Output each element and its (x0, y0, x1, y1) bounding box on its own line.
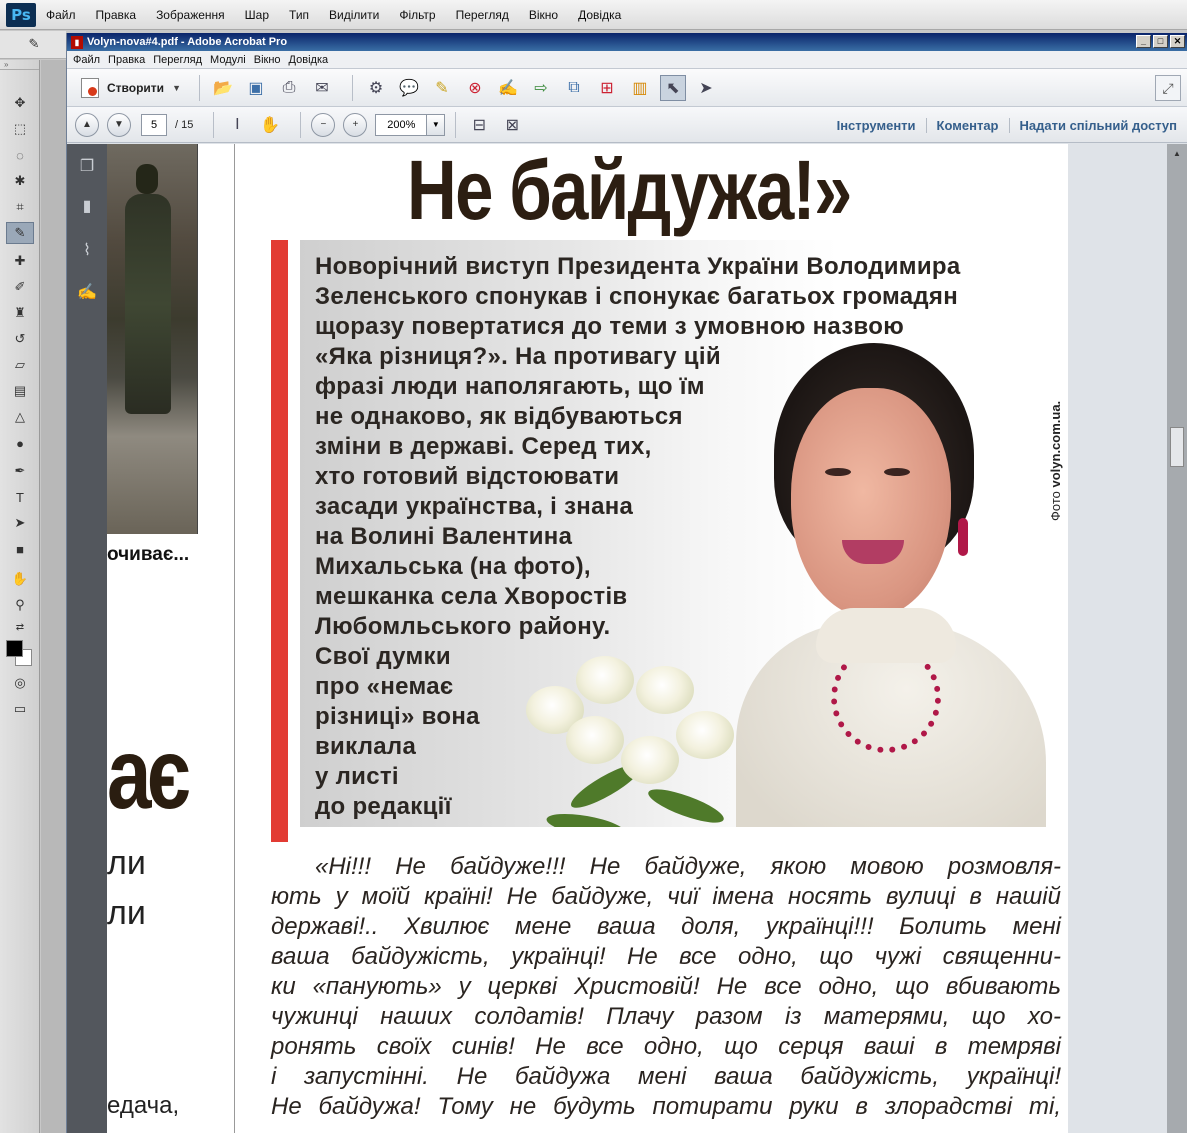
lead-line: Зеленського спонукав і спонукає багатьох громадян (315, 283, 959, 310)
toolbar-separator (199, 75, 200, 101)
comment-bubble-icon[interactable]: 💬 (399, 79, 419, 97)
lead-line: на Волині Валентина (315, 523, 573, 550)
lead-box (300, 240, 1068, 827)
move-tool-icon[interactable]: ✥ (14, 95, 26, 110)
article-body (271, 852, 1061, 1122)
body-line: ки «панують» у церкві Христовій! Не все одно, що вбивають (271, 973, 1061, 1000)
zoom-out-button[interactable]: − (311, 113, 335, 137)
healing-brush-tool-icon[interactable]: ✚ (14, 253, 26, 268)
acrobat-title-bar (67, 33, 1187, 51)
pdf-document-page (107, 144, 1068, 1133)
zoom-level-input[interactable]: 200% (375, 114, 427, 136)
scrollbar-thumb[interactable] (1170, 427, 1184, 467)
export-icon[interactable]: ⇨ (534, 79, 548, 97)
pointer-icon[interactable]: ➤ (699, 79, 713, 97)
select-tool-icon[interactable]: ⬉ (660, 75, 686, 101)
delete-page-icon[interactable]: ⊗ (468, 79, 482, 97)
body-line: Не байдужа! Тому не будуть потирати руки в злорадстві ті, (271, 1093, 1061, 1120)
ps-menu-select[interactable]: Виділити (329, 7, 380, 22)
edit-page-icon[interactable]: ✍ (498, 79, 518, 97)
create-button[interactable] (77, 75, 189, 101)
email-icon[interactable]: ✉ (315, 79, 329, 97)
lead-line: до редакції (315, 793, 452, 820)
body-line: державі!.. Хвилює мене ваша доля, українці!!! Болить мені (271, 913, 1061, 940)
lead-line: щоразу повертатися до теми з умовною назвою (315, 313, 905, 340)
fit-width-icon[interactable]: ⊠ (505, 116, 520, 134)
photoshop-canvas-gap (41, 60, 66, 1133)
body-line: «Ні!!! Не байдуже!!! Не байдуже, якою мовою розмовля- (315, 853, 1061, 880)
acro-menu-file[interactable]: Файл (73, 53, 101, 66)
lead-line: зміни в державі. Серед тих, (315, 433, 652, 460)
lead-line: засади українства, і знана (315, 493, 634, 520)
magic-wand-tool-icon[interactable]: ✱ (14, 173, 26, 188)
ps-menu-image[interactable]: Зображення (156, 7, 225, 22)
ps-menu-file[interactable]: Файл (46, 7, 76, 22)
previous-column-strip (107, 144, 235, 1133)
strip-bottom-text: едача, (107, 1092, 180, 1119)
acrobat-menubar (67, 51, 1187, 69)
page-number-input[interactable]: 5 (141, 114, 167, 136)
pen-tool-icon[interactable]: ✒ (14, 463, 26, 478)
ps-menu-layer[interactable]: Шар (244, 7, 270, 22)
chevron-down-icon: ▼ (172, 82, 181, 93)
attachments-icon[interactable]: ⌇ (83, 242, 91, 259)
bookmarks-icon[interactable]: ▮ (82, 198, 92, 215)
ps-menu-filter[interactable]: Фільтр (399, 7, 436, 22)
next-page-button[interactable]: ▼ (107, 113, 131, 137)
signatures-icon[interactable]: ✍ (77, 284, 97, 301)
create-label: Створити (107, 80, 165, 95)
acrobat-panel-links (827, 107, 1187, 143)
body-line: ють у моїй країні! Не байдуже, чиї імена носять вулиці в нашій (271, 883, 1061, 910)
create-pdf-icon (81, 78, 99, 98)
swap-colors-icon[interactable]: ⇄ (15, 621, 25, 633)
window-controls (1136, 35, 1185, 48)
gradient-tool-icon[interactable]: ▤ (13, 383, 27, 398)
photoshop-logo: Ps (6, 3, 36, 27)
acro-menu-window[interactable]: Вікно (253, 53, 281, 66)
ps-menu-window[interactable]: Вікно (528, 7, 559, 22)
soldier-photo (107, 144, 198, 534)
highlight-icon[interactable]: ✎ (435, 79, 449, 97)
hand-tool-icon[interactable]: ✋ (11, 571, 29, 586)
save-icon[interactable]: ▣ (248, 79, 264, 97)
lead-line: хто готовий відстоювати (315, 463, 620, 490)
lead-line: Михальська (на фото), (315, 553, 591, 580)
lead-line: Любомльського району. (315, 613, 611, 640)
acro-menu-help[interactable]: Довідка (288, 53, 329, 66)
toolbar-separator (352, 75, 353, 101)
open-folder-icon[interactable]: 📂 (213, 79, 233, 97)
zoom-tool-icon[interactable]: ⚲ (15, 597, 25, 612)
lead-line: Свої думки (315, 643, 451, 670)
fit-page-icon[interactable]: ⊟ (472, 116, 487, 134)
text-select-icon[interactable]: I (235, 115, 240, 133)
lead-line: не однаково, як відбуваються (315, 403, 683, 430)
screen-mode-icon[interactable]: ▭ (13, 701, 27, 716)
lasso-tool-icon[interactable]: ◌ (16, 147, 24, 163)
soldier-figure (125, 194, 171, 414)
share-link[interactable]: Надати спільний доступ (1009, 118, 1187, 133)
settings-gear-icon[interactable]: ⚙ (368, 79, 384, 97)
eyedropper-tool-icon[interactable]: ✎ (6, 222, 34, 244)
lead-line: фразі люди наполягають, що їм (315, 373, 705, 400)
combine-icon[interactable]: ⧉ (568, 78, 580, 96)
strip-text-line: ли (107, 844, 146, 882)
photoshop-toolbox (0, 60, 40, 1133)
brush-tool-icon[interactable]: ✐ (14, 279, 26, 294)
lead-line: різниці» вона (315, 703, 480, 730)
photo-credit-prefix: Фото (1048, 487, 1063, 521)
dodge-tool-icon[interactable]: ● (16, 435, 24, 451)
foreground-color-swatch[interactable] (6, 640, 23, 657)
color-chart-icon[interactable]: ▥ (632, 79, 648, 97)
clone-stamp-tool-icon[interactable]: ♜ (14, 305, 26, 320)
pdf-icon: ▮ (71, 36, 83, 49)
comment-link[interactable]: Коментар (926, 118, 1009, 133)
crop-tool-icon[interactable]: ⌗ (16, 199, 24, 214)
history-brush-tool-icon[interactable]: ↺ (14, 331, 26, 346)
acrobat-nav-toolbar (67, 107, 1187, 143)
lead-line: Новорічний виступ Президента України Володимира (315, 253, 961, 280)
zoom-dropdown-icon[interactable]: ▼ (427, 114, 445, 136)
tools-link[interactable]: Інструменти (836, 117, 916, 133)
ps-menu-help[interactable]: Довідка (578, 7, 622, 22)
toolbar-separator (300, 112, 301, 138)
toolbox-grip[interactable]: » (0, 60, 39, 70)
photoshop-menu (46, 8, 641, 22)
toolbar-separator (213, 112, 214, 138)
lead-line: у листі (315, 763, 399, 790)
photo-credit-site: volyn.com.ua. (1048, 400, 1063, 488)
acro-menu-view[interactable]: Перегляд (153, 53, 203, 66)
acro-menu-plugins[interactable]: Модулі (210, 53, 246, 66)
body-line: ваша байдужість, українці! Не все одно, що чужі священни- (271, 943, 1061, 970)
acrobat-navigation-pane (67, 144, 107, 1133)
body-line: чужинці наших солдатів! Плачу разом із матерями, що хо- (271, 1003, 1061, 1030)
strip-big-heading: ає (107, 718, 187, 830)
expand-icon[interactable]: ⤢ (1155, 75, 1181, 101)
quick-mask-icon[interactable]: ◎ (14, 675, 26, 690)
page-thumbnails-icon[interactable]: ❐ (79, 158, 95, 175)
photoshop-options-bar (0, 31, 66, 59)
article-headline: Не байдужа!» (407, 144, 851, 237)
path-selection-tool-icon[interactable]: ➤ (14, 515, 26, 530)
eyedropper-preset-icon[interactable]: ✎ (28, 36, 40, 51)
body-line: ронять своїх синів! Не все одно, що серця ваші в темряві (271, 1033, 1061, 1060)
lead-paragraph (315, 252, 961, 822)
lead-accent-bar (271, 240, 288, 842)
eraser-tool-icon[interactable]: ▱ (15, 357, 25, 372)
print-icon[interactable]: ⎙ (282, 78, 296, 96)
acrobat-window (66, 33, 1187, 1133)
lead-line: «Яка різниця?». На противагу цій (315, 343, 721, 370)
marquee-tool-icon[interactable]: ⬚ (13, 121, 27, 136)
strip-caption: очиває... (107, 544, 190, 565)
insert-page-icon[interactable]: ⊞ (600, 79, 614, 97)
soldier-head (136, 164, 158, 194)
page-total: / 15 (175, 118, 194, 131)
previous-page-button[interactable]: ▲ (75, 113, 99, 137)
restore-button[interactable]: □ (1153, 35, 1168, 48)
ps-menu-edit[interactable]: Правка (95, 7, 137, 22)
lead-line: виклала (315, 733, 417, 760)
vertical-scrollbar[interactable] (1167, 144, 1187, 1133)
blur-tool-icon[interactable]: △ (15, 409, 25, 424)
photo-credit (1048, 401, 1063, 521)
acrobat-title: Volyn-nova#4.pdf - Adobe Acrobat Pro (87, 36, 288, 48)
photoshop-menubar (0, 0, 1187, 30)
acro-menu-edit[interactable]: Правка (108, 53, 146, 66)
minimize-button[interactable]: _ (1136, 35, 1151, 48)
type-tool-icon[interactable]: T (16, 489, 24, 505)
close-button[interactable]: ✕ (1170, 35, 1185, 48)
lead-line: мешканка села Хворостів (315, 583, 628, 610)
toolbar-separator (455, 112, 456, 138)
acrobat-main-toolbar (67, 69, 1187, 107)
ps-menu-type[interactable]: Тип (289, 7, 310, 22)
rectangle-tool-icon[interactable]: ■ (16, 541, 24, 557)
hand-icon[interactable]: ✋ (260, 116, 281, 134)
body-line: і запустінні. Не байдужа мені ваша байдужість, українці! (271, 1063, 1061, 1090)
lead-line: про «немає (315, 673, 454, 700)
scroll-up-icon[interactable]: ▲ (1173, 148, 1181, 158)
zoom-in-button[interactable]: + (343, 113, 367, 137)
strip-text-line: ли (107, 894, 146, 932)
ps-menu-view[interactable]: Перегляд (455, 7, 509, 22)
